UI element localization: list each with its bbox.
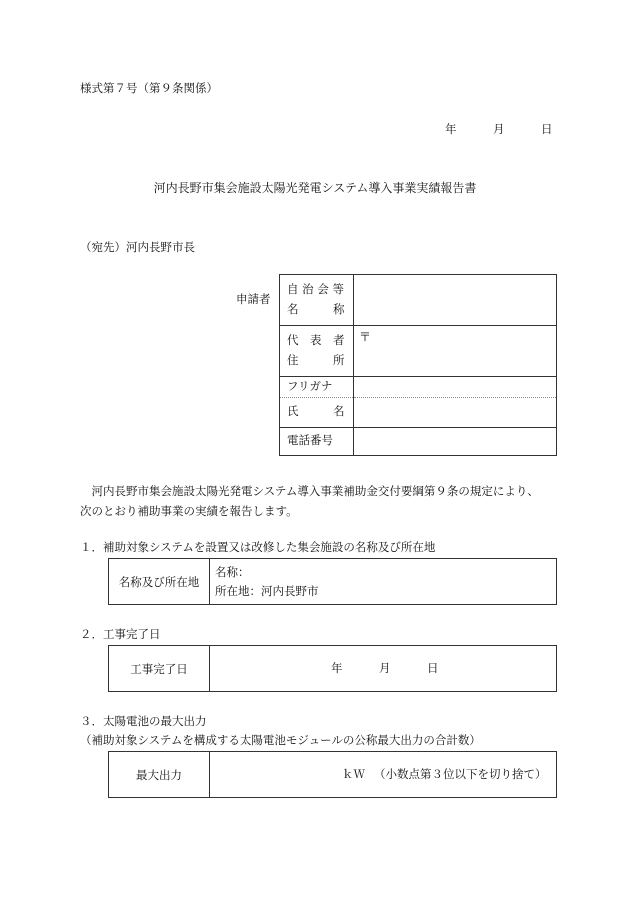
applicant-row-organization (280, 275, 557, 326)
section-3-subtitle: （補助対象システムを構成する太陽電池モジュールの公称最大出力の合計数） (80, 733, 481, 747)
furigana-label: フリガナ (280, 377, 354, 398)
rep-address-field[interactable] (354, 326, 557, 377)
date-day-field[interactable]: 日 (541, 122, 553, 136)
recipient: （宛先）河内長野市長 (80, 240, 195, 254)
intro-paragraph (80, 481, 539, 521)
max-output-field[interactable] (209, 752, 556, 797)
max-output-label: 最大出力 (109, 752, 210, 797)
facility-name-line: 名称： (215, 565, 250, 579)
applicant-row-representative (280, 326, 557, 377)
org-name-label: 自 治 会 等 名 称 (280, 275, 354, 326)
org-name-field[interactable] (354, 275, 557, 326)
section-1-title: １．補助対象システムを設置又は改修した集会施設の名称及び所在地 (80, 540, 436, 554)
intro-line-1: 河内長野市集会施設太陽光発電システム導入事業補助金交付要綱第９条の規定により、 (80, 484, 539, 498)
phone-field[interactable] (354, 427, 557, 455)
date-year-field[interactable]: 年 (445, 122, 457, 136)
section-3-title: ３．太陽電池の最大出力 (80, 714, 207, 728)
kw-unit: ｋＷ (342, 767, 365, 781)
furigana-field[interactable] (354, 377, 557, 398)
applicant-label: 申請者 (236, 292, 271, 306)
rounding-note: （小数点第３位以下を切り捨て） (374, 767, 547, 781)
name-field[interactable] (354, 397, 557, 427)
applicant-row-furigana (280, 377, 557, 398)
document-title: 河内長野市集会施設太陽光発電システム導入事業実績報告書 (153, 181, 477, 195)
completion-day: 日 (427, 661, 439, 675)
max-output-box (108, 751, 557, 798)
applicant-row-name (280, 397, 557, 427)
completion-date-field[interactable] (209, 646, 556, 691)
applicant-table (279, 274, 557, 456)
date-month-field[interactable]: 月 (493, 122, 505, 136)
completion-month: 月 (379, 661, 391, 675)
facility-field[interactable] (209, 559, 556, 604)
name-label: 氏 名 (280, 397, 354, 427)
applicant-row-phone (280, 427, 557, 455)
postal-mark: 〒 (359, 330, 372, 344)
facility-location-line: 所在地：河内長野市 (215, 584, 319, 598)
completion-label: 工事完了日 (109, 646, 210, 691)
phone-label: 電話番号 (280, 427, 354, 455)
form-number-label: 様式第７号（第９条関係） (80, 81, 218, 95)
completion-box (108, 645, 557, 692)
intro-line-2: 次のとおり補助事業の実績を報告します。 (80, 504, 298, 519)
facility-box (108, 558, 557, 605)
rep-address-label: 代 表 者 住 所 (280, 326, 354, 377)
facility-label: 名称及び所在地 (109, 559, 210, 604)
section-2-title: ２．工事完了日 (80, 627, 161, 641)
completion-year: 年 (331, 661, 343, 675)
